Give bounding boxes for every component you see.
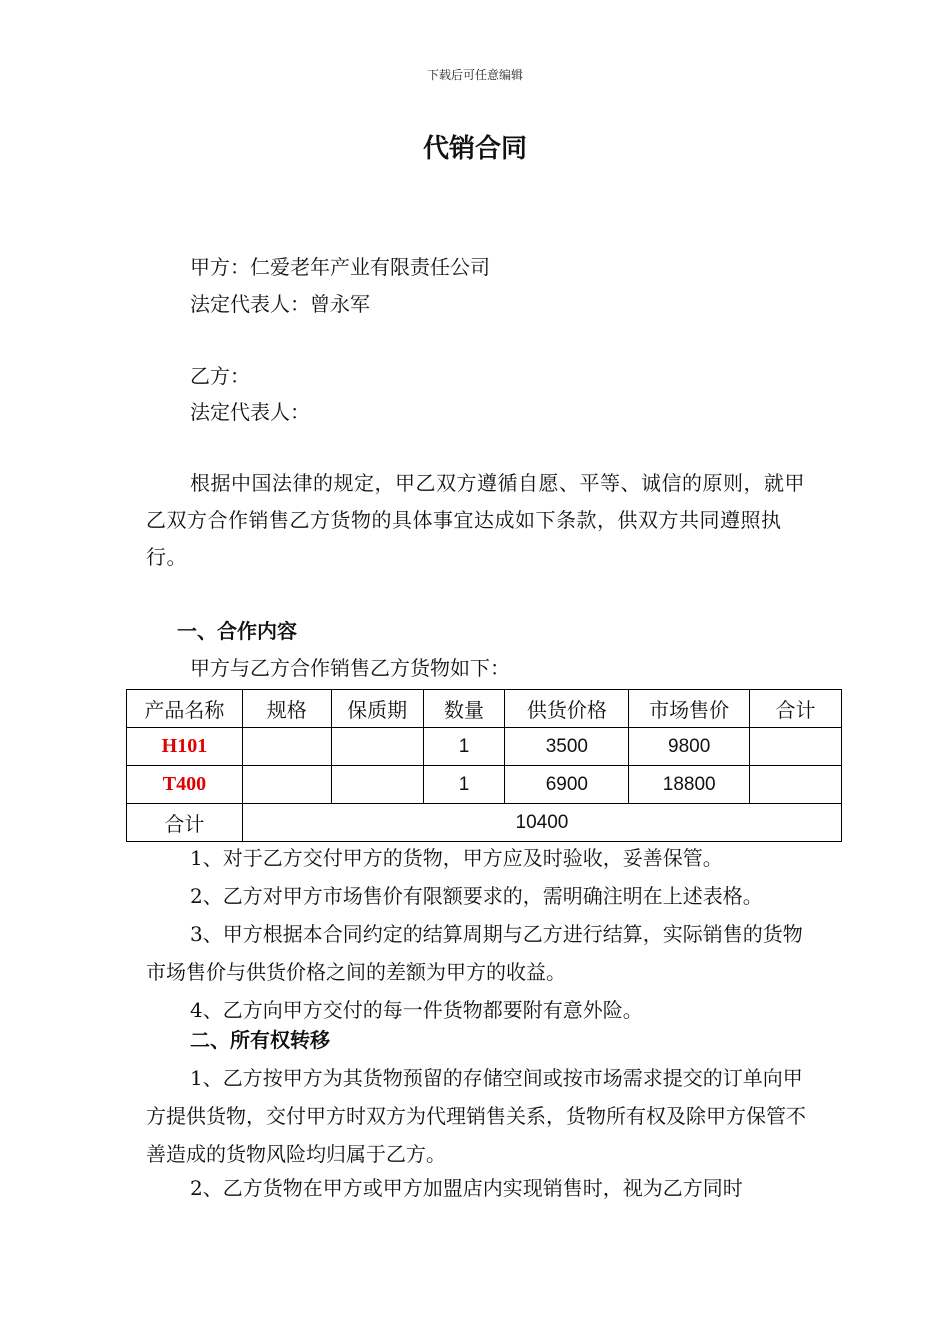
table-header-cell: 规格 <box>242 690 331 728</box>
shelf-life-cell <box>331 728 423 766</box>
party-b-representative: 法定代表人： <box>190 400 310 424</box>
market-price-cell: 18800 <box>629 766 750 804</box>
spec-cell <box>242 728 331 766</box>
party-a: 甲方：仁爱老年产业有限责任公司 <box>190 255 490 279</box>
section-1-lead: 甲方与乙方合作销售乙方货物如下： <box>190 656 510 680</box>
subtotal-cell <box>750 766 842 804</box>
quantity-cell: 1 <box>423 766 505 804</box>
quantity-cell: 1 <box>423 728 505 766</box>
table-header-cell: 合计 <box>750 690 842 728</box>
table-header-cell: 产品名称 <box>127 690 243 728</box>
product-code-cell: H101 <box>127 728 243 766</box>
section-1-item-3: 3、甲方根据本合同约定的结算周期与乙方进行结算，实际销售的货物市场售价与供货价格之间的差额为甲方的收益。 <box>146 922 803 984</box>
shelf-life-cell <box>331 766 423 804</box>
section-1-heading: 一、合作内容 <box>177 619 297 643</box>
intro-paragraph: 根据中国法律的规定，甲乙双方遵循自愿、平等、诚信的原则，就甲乙双方合作销售乙方货物的具体事宜达成如下条款，供双方共同遵照执行。 <box>146 471 805 569</box>
section-1-item-4: 4、乙方向甲方交付的每一件货物都要附有意外险。 <box>190 998 643 1022</box>
table-header-cell: 市场售价 <box>629 690 750 728</box>
section-2-item-2: 2、乙方货物在甲方或甲方加盟店内实现销售时，视为乙方同时 <box>190 1176 743 1200</box>
document-title: 代销合同 <box>422 134 527 164</box>
product-code-cell: T400 <box>127 766 243 804</box>
table-header-row <box>127 690 842 728</box>
header-note: 下载后可任意编辑 <box>426 68 523 82</box>
party-b: 乙方： <box>190 364 250 388</box>
section-2-item-1: 1、乙方按甲方为其货物预留的存储空间或按市场需求提交的订单向甲方提供货物，交付甲方时双方为代理销售关系，货物所有权及除甲方保管不善造成的货物风险均归属于乙方。 <box>146 1066 806 1166</box>
table-header-cell: 数量 <box>423 690 505 728</box>
total-value-cell: 10400 <box>242 804 841 842</box>
table-total-row <box>127 804 842 842</box>
table-row <box>127 766 842 804</box>
market-price-cell: 9800 <box>629 728 750 766</box>
subtotal-cell <box>750 728 842 766</box>
spec-cell <box>242 766 331 804</box>
supply-price-cell: 6900 <box>505 766 629 804</box>
section-1-item-2: 2、乙方对甲方市场售价有限额要求的，需明确注明在上述表格。 <box>190 884 763 908</box>
supply-price-cell: 3500 <box>505 728 629 766</box>
total-label-cell: 合计 <box>127 804 243 842</box>
party-a-representative: 法定代表人：曾永军 <box>190 292 370 316</box>
section-1-item-1: 1、对于乙方交付甲方的货物，甲方应及时验收，妥善保管。 <box>190 846 723 870</box>
goods-table <box>126 689 842 842</box>
table-header-cell: 保质期 <box>331 690 423 728</box>
table-header-cell: 供货价格 <box>505 690 629 728</box>
section-2-heading: 二、所有权转移 <box>190 1028 330 1052</box>
table-row <box>127 728 842 766</box>
